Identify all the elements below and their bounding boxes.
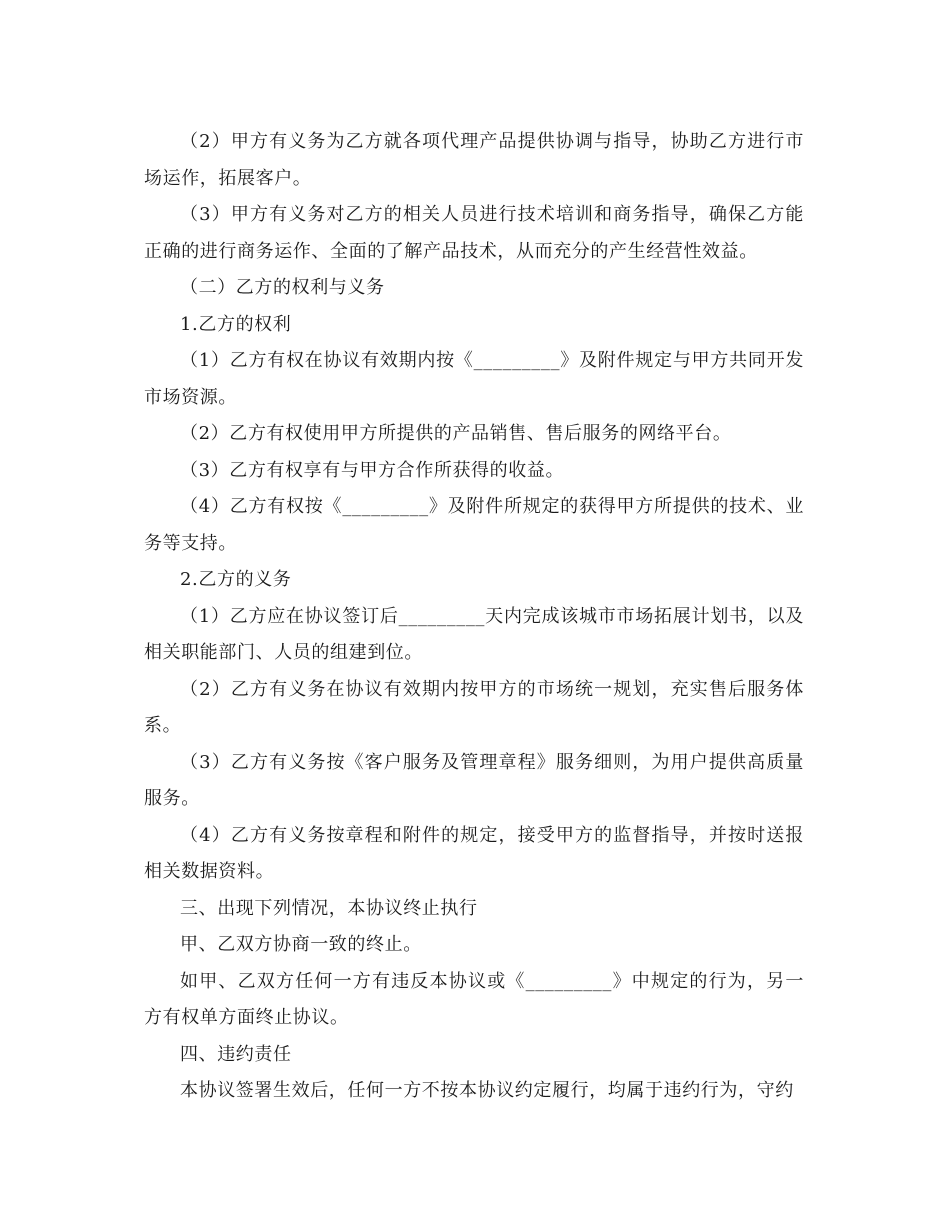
paragraph: （1）乙方有权在协议有效期内按《_________》及附件规定与甲方共同开发市场资源。 [144,350,804,408]
section-heading: 四、违约责任 [180,1043,292,1065]
paragraph: （3）甲方有义务对乙方的相关人员进行技术培训和商务指导，确保乙方能正确的进行商务运作、全面的了解产品技术，从而充分的产生经营性效益。 [144,204,804,262]
paragraph: 甲、乙双方协商一致的终止。 [180,934,422,955]
subsection-heading: 1.乙方的权利 [180,313,292,335]
paragraph: （4）乙方有义务按章程和附件的规定，接受甲方的监督指导，并按时送报相关数据资料。 [144,824,804,882]
paragraph: （4）乙方有权按《_________》及附件所规定的获得甲方所提供的技术、业务等支持。 [144,496,804,554]
paragraph: （1）乙方应在协议签订后_________天内完成该城市市场拓展计划书，以及相关职能部门、人员的组建到位。 [144,605,804,663]
paragraph: （2）甲方有义务为乙方就各项代理产品提供协调与指导，协助乙方进行市场运作，拓展客户。 [144,131,804,189]
section-heading: （二）乙方的权利与义务 [180,277,385,298]
section-heading: 三、出现下列情况，本协议终止执行 [180,897,478,919]
paragraph: （3）乙方有义务按《客户服务及管理章程》服务细则，为用户提供高质量服务。 [144,751,804,809]
paragraph: （2）乙方有义务在协议有效期内按甲方的市场统一规划，充实售后服务体系。 [144,678,804,736]
paragraph: 如甲、乙双方任何一方有违反本协议或《_________》中规定的行为，另一方有权单方面终止协议。 [144,970,804,1028]
paragraph: （2）乙方有权使用甲方所提供的产品销售、售后服务的网络平台。 [180,423,732,444]
paragraph: 本协议签署生效后，任何一方不按本协议约定履行，均属于违约行为，守约 [180,1080,794,1101]
paragraph: （3）乙方有权享有与甲方合作所获得的收益。 [180,459,565,481]
subsection-heading: 2.乙方的义务 [180,569,292,590]
document-body [144,124,804,1110]
